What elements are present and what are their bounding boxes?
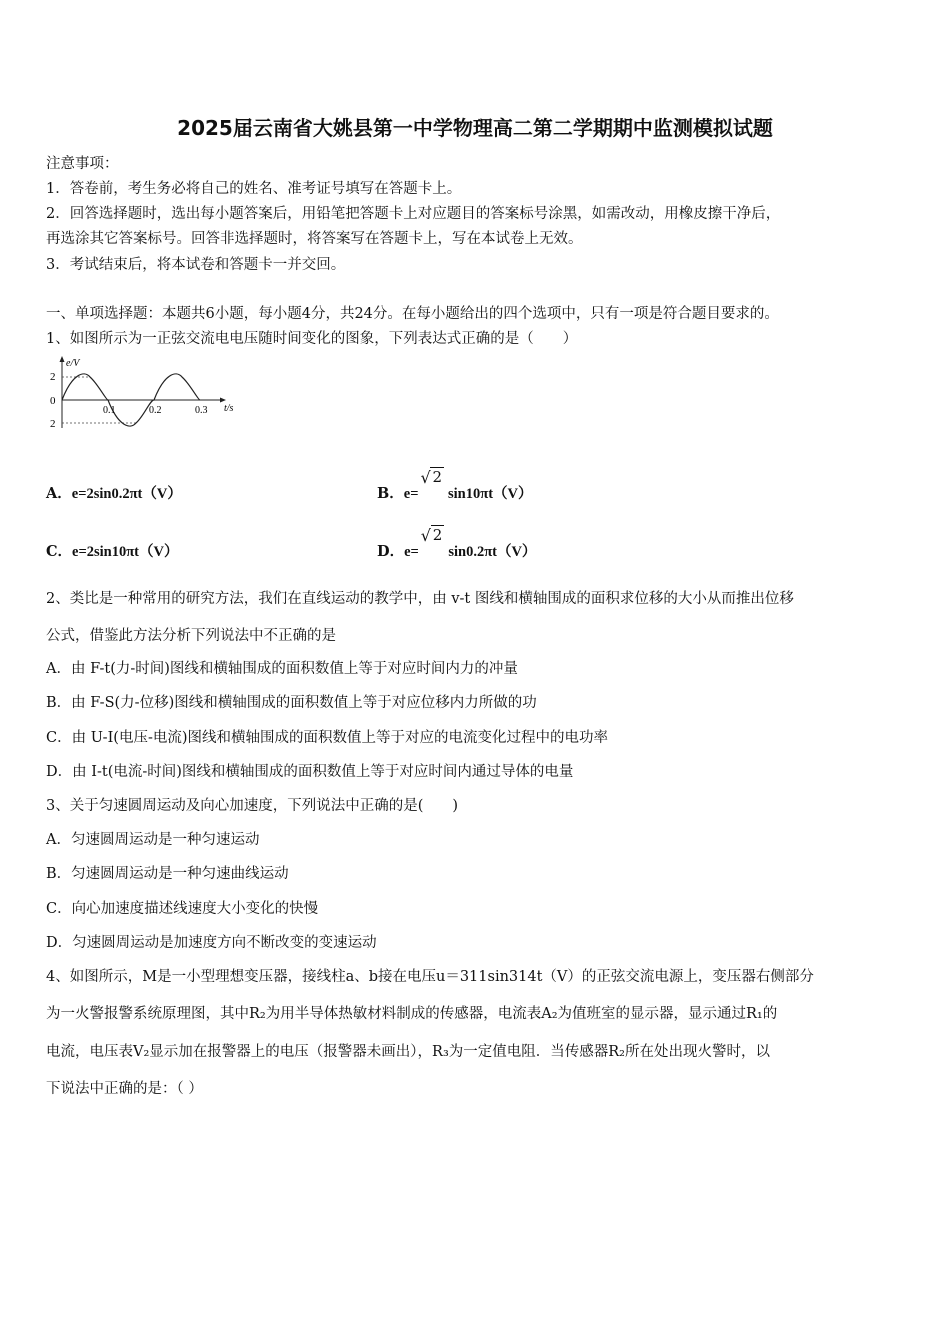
q1-option-b[interactable] <box>377 468 533 503</box>
option-label: C． <box>46 543 73 560</box>
page-title: 2025届云南省大姚县第一中学物理高二第二学期期中监测模拟试题 <box>177 116 773 140</box>
notice-item: 再选涂其它答案标号。回答非选择题时，将答案写在答题卡上，写在本试卷上无效。 <box>46 231 583 247</box>
section-heading: 一、单项选择题：本题共6小题，每小题4分，共24分。在每小题给出的四个选项中，只有一项是符合题目要求的。 <box>46 306 779 322</box>
question-4-stem: 4、如图所示，M是一小型理想变压器，接线柱a、b接在电压u＝311sin314t（V）的正弦交流电源上，变压器右侧部分 <box>46 969 814 985</box>
option-text: e=2sin10πt（V） <box>72 544 179 560</box>
sqrt-symbol: √ 2 <box>420 468 443 487</box>
voltage-time-graph <box>46 354 246 434</box>
q1-option-c[interactable] <box>46 540 178 561</box>
question-4-stem: 为一火警报警系统原理图，其中R₂为用半导体热敏材料制成的传感器，电流表A₂为值班室的显示器，显示通过R₁的 <box>46 1006 778 1022</box>
option-text: sin10πt（V） <box>448 486 533 502</box>
y-tick-zero: 0 <box>50 395 56 407</box>
sqrt-symbol: √ 2 <box>420 526 443 545</box>
y-tick-bottom: 2 <box>50 418 56 430</box>
radicand: 2 <box>432 468 443 486</box>
y-axis-arrow <box>60 356 65 362</box>
option-label: A． <box>46 485 72 502</box>
question-2-stem: 2、类比是一种常用的研究方法，我们在直线运动的教学中，由 v-t 图线和横轴围成的面积求位移的大小从而推出位移 <box>46 591 794 607</box>
option-text: e= <box>404 544 419 560</box>
question-4-stem: 下说法中正确的是：（ ） <box>46 1081 203 1097</box>
q3-option-d[interactable]: D．匀速圆周运动是加速度方向不断改变的变速运动 <box>46 935 377 951</box>
q2-option-b[interactable]: B．由 F-S(力-位移)图线和横轴围成的面积数值上等于对应位移内力所做的功 <box>46 695 537 711</box>
q3-option-c[interactable]: C．向心加速度描述线速度大小变化的快慢 <box>46 901 319 917</box>
x-tick-label: 0.2 <box>149 405 162 416</box>
question-1-stem: 1、如图所示为一正弦交流电电压随时间变化的图象，下列表达式正确的是（ ） <box>46 331 578 347</box>
y-tick-top: 2 <box>50 371 56 383</box>
option-label: D． <box>377 543 405 560</box>
option-label: B． <box>377 485 404 502</box>
notice-item: 3．考试结束后，将本试卷和答题卡一并交回。 <box>46 257 346 273</box>
radicand: 2 <box>432 526 443 544</box>
question-3-stem: 3、关于匀速圆周运动及向心加速度，下列说法中正确的是( ) <box>46 798 459 814</box>
q1-option-a[interactable] <box>46 482 182 503</box>
option-text: e= <box>403 486 419 502</box>
notice-item: 2．回答选择题时，选出每小题答案后，用铅笔把答题卡上对应题目的答案标号涂黑，如需改动，用橡皮擦干净后， <box>46 206 781 222</box>
x-axis-arrow <box>220 398 226 403</box>
notice-item: 1．答卷前，考生务必将自己的姓名、准考证号填写在答题卡上。 <box>46 181 462 197</box>
x-tick-label: 0.1 <box>103 405 116 416</box>
question-2-stem: 公式，借鉴此方法分析下列说法中不正确的是 <box>46 628 336 644</box>
q2-option-c[interactable]: C．由 U-I(电压-电流)图线和横轴围成的面积数值上等于对应的电流变化过程中的电功率 <box>46 730 609 746</box>
x-tick-label: 0.3 <box>195 405 208 416</box>
notice-heading: 注意事项： <box>46 156 119 172</box>
q3-option-b[interactable]: B．匀速圆周运动是一种匀速曲线运动 <box>46 866 289 882</box>
question-4-stem: 电流，电压表V₂显示加在报警器上的电压（报警器未画出），R₃为一定值电阻．当传感器R₂所在处出现火警时，以 <box>46 1044 770 1060</box>
q3-option-a[interactable]: A．匀速圆周运动是一种匀速运动 <box>46 832 260 848</box>
q2-option-a[interactable]: A．由 F-t(力-时间)图线和横轴围成的面积数值上等于对应时间内力的冲量 <box>46 661 518 677</box>
option-text: sin0.2πt（V） <box>448 544 537 560</box>
q2-option-d[interactable]: D．由 I-t(电流-时间)图线和横轴围成的面积数值上等于对应时间内通过导体的电量 <box>46 764 574 780</box>
y-axis-label: e/V <box>66 358 80 369</box>
q1-option-d[interactable] <box>377 526 537 561</box>
option-text: e=2sin0.2πt（V） <box>71 486 182 502</box>
x-axis-label: t/s <box>224 403 234 414</box>
